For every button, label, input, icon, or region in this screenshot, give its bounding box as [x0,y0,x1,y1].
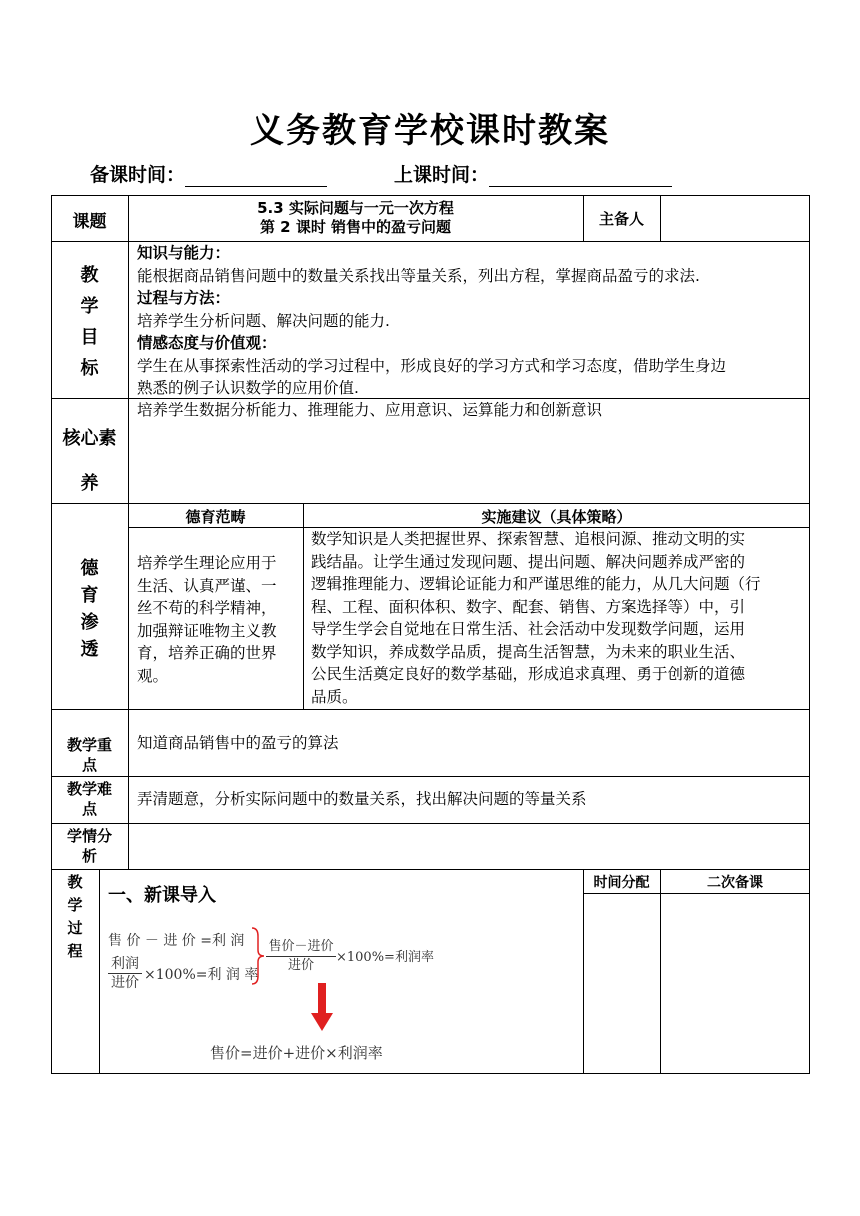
moral-col2-header: 实施建议（具体策略） [481,508,632,526]
key-point-label [51,735,128,775]
objectives-label-char: 教 [80,265,99,286]
core-label-line1: 核心素 [62,428,117,449]
process-label-char: 学 [67,896,83,914]
prep-time [90,160,327,187]
difficulty-label [51,779,128,819]
moral-label-char: 德 [80,558,99,579]
section-title: 一、新课导入 [108,885,216,906]
topic-line1: 5.3 实际问题与一元一次方程 [257,199,454,217]
moral-col2-line: 程、工程、面积体积、数字、配套、销售、方案选择等）中，引 [311,597,746,616]
class-time [394,160,672,187]
moral-col1-text [137,552,302,687]
topic-label: 课题 [72,212,107,232]
moral-col1-header: 德育范畴 [185,508,246,526]
knowledge-title: 知识与能力： [137,244,231,262]
topic-line2: 第 2 课时 销售中的盈亏问题 [259,218,452,236]
formula-rate-rest: ×100%=利 润 率 [144,967,259,983]
formula-rate-numerator: 利润 [111,956,139,972]
analysis-label-line1: 学情分 [66,827,112,845]
process-text: 培养学生分析问题、解决问题的能力. [137,311,390,330]
objectives-label [51,260,128,384]
core-label-line2: 养 [80,473,99,494]
formula-combined-rest: ×100%=利润率 [336,950,434,965]
core-label [51,416,128,506]
objectives-label-char: 目 [80,327,99,348]
page-title: 义务教育学校课时教案 [250,111,610,151]
knowledge-text: 能根据商品销售问题中的数量关系找出等量关系，列出方程，掌握商品盈亏的求法. [137,266,700,285]
difficulty-label-line1: 教学难 [66,780,112,798]
moral-label-char: 育 [80,585,99,606]
class-time-blank [489,166,672,187]
formula-combined-fraction [266,938,336,975]
moral-label-char: 透 [80,639,99,660]
analysis-label [51,826,128,866]
attitude-line1: 学生在从事探索性活动的学习过程中，形成良好的学习方式和学习态度，借助学生身边 [137,356,727,375]
process-title: 过程与方法： [137,289,231,307]
lead-label: 主备人 [598,210,644,228]
moral-col2-text [311,528,806,708]
process-label-char: 教 [67,873,83,891]
time-header: 时间分配 [593,875,650,891]
core-text: 培养学生数据分析能力、推理能力、应用意识、运算能力和创新意识 [137,401,603,419]
down-arrow-icon [310,983,334,1033]
moral-col1-line: 育，培养正确的世界 [137,644,277,662]
prep-time-label: 备课时间： [90,164,186,186]
moral-label-char: 渗 [80,612,99,633]
formula-combined-denominator: 进价 [287,958,314,973]
process-label-char: 程 [67,942,83,960]
attitude-title: 情感态度与价值观： [137,334,277,352]
attitude-line2: 熟悉的例子认识数学的应用价值. [137,379,359,397]
moral-col1-line: 丝不苟的科学精神， [137,599,277,617]
formula-rate-denominator: 进价 [111,975,139,991]
moral-col2-line: 品质。 [311,687,358,706]
topic-title [128,199,583,237]
moral-col2-line: 导学生学会自觉地在日常生活、社会活动中发现数学问题，运用 [311,620,746,638]
formula-selling-price: 售价=进价+进价×利润率 [210,1044,383,1062]
moral-col1-line: 培养学生理论应用于 [137,554,277,572]
key-point-label-line2: 点 [81,756,97,774]
objectives-label-char: 学 [80,296,99,317]
difficulty-text: 弄清题意，分析实际问题中的数量关系，找出解决问题的等量关系 [137,790,587,808]
moral-col1-line: 观。 [137,666,169,685]
prep-time-blank [185,166,327,187]
moral-col2-line: 逻辑推理能力、逻辑论证能力和严谨思维的能力，从几大问题（行 [311,575,761,593]
formula-rate-fraction [108,955,142,992]
objectives-content [137,242,802,400]
formula-profit: 售 价 － 进 价 =利 润 [108,933,245,949]
process-label [51,871,99,963]
key-point-label-line1: 教学重 [66,736,112,754]
moral-col2-line: 公民生活奠定良好的数学基础，形成追求真理、勇于创新的道德 [311,665,746,683]
moral-col1-line: 加强辩证唯物主义教 [137,621,277,640]
process-label-char: 过 [67,919,83,937]
moral-col1-line: 生活、认真严谨、一 [137,576,277,595]
moral-col2-line: 践结晶。让学生通过发现问题、提出问题、解决问题养成严密的 [311,552,746,571]
key-point-text: 知道商品销售中的盈亏的算法 [137,734,339,752]
difficulty-label-line2: 点 [81,800,97,818]
moral-col2-line: 数学知识是人类把握世界、探索智慧、追根问源、推动文明的实 [311,530,746,548]
moral-label [51,555,128,663]
second-prep-header: 二次备课 [707,875,763,891]
moral-col2-line: 数学知识，养成数学品质，提高生活智慧，为未来的职业生活、 [311,642,746,661]
class-time-label: 上课时间： [394,164,490,186]
brace-icon [248,926,268,986]
formula-combined-numerator: 售价－进价 [268,939,334,954]
analysis-label-line2: 析 [81,847,97,865]
objectives-label-char: 标 [80,358,99,379]
